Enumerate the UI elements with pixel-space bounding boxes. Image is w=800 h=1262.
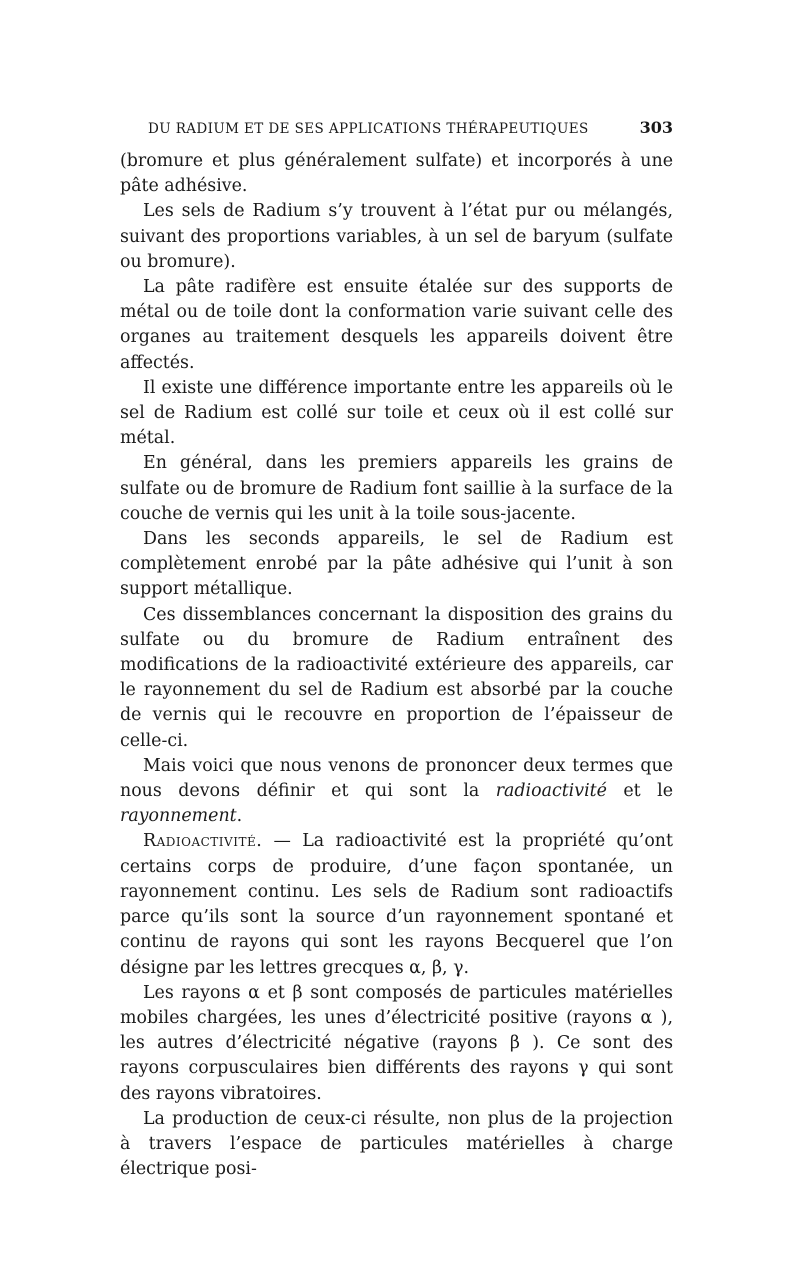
paragraph-terms [120,754,673,830]
paragraph: (bromure et plus généralement sulfate) et incorporés à une pâte adhésive. [120,151,673,197]
terms-text-before: Mais voici que nous venons de prononcer deux termes que nous devons définir et qui sont la [120,755,673,802]
terms-text-middle: et le [606,781,673,802]
paragraph: Dans les seconds appareils, le sel de Radium est complètement enrobé par la pâte adhésive qui l’unit à son support métallique. [120,529,673,600]
definition-text: — La radioactivité est la propriété qu’ont certains corps de produire, d’une façon spontanée, un rayonnement continu. Les sels de Radium sont radioactifs parce qu’ils sont la source d’un rayonnement spontané et continu de rayons qui sont les rayons Becquerel que l’on désigne par les lettres grecques α, β, γ. [120,831,673,978]
paragraph-definition [120,829,673,980]
running-head [120,118,673,137]
page-number: 303 [639,118,673,137]
term-rayonnement: rayonnement [120,806,237,827]
running-title: DU RADIUM ET DE SES APPLICATIONS THÉRAPEUTIQUES [148,121,589,137]
terms-text-after: . [236,806,243,827]
section-heading: Radioactivité. [143,831,263,852]
paragraph: La production de ceux-ci résulte, non plus de la projection à travers l’espace de particules matérielles à charge électrique posi- [120,1108,673,1180]
paragraph: Les rayons α et β sont composés de particules matérielles mobiles chargées, les unes d’électricité positive (rayons α ), les autres d’électricité négative (rayons β ). Ce sont des rayons corpusculaires bien différents des rayons γ qui sont des rayons vibratoires. [120,982,673,1104]
paragraph: Les sels de Radium s’y trouvent à l’état pur ou mélangés, suivant des proportions variables, à un sel de baryum (sulfate ou bromure). [120,201,673,272]
paragraph: La pâte radifère est ensuite étalée sur des supports de métal ou de toile dont la conformation varie suivant celle des organes au traitement desquels les appareils doivent être affectés. [120,277,673,373]
term-radioactivite: radioactivité [495,781,607,802]
paragraph: Il existe une différence importante entre les appareils où le sel de Radium est collé sur toile et ceux où il est collé sur métal. [120,377,673,449]
book-page [120,118,673,1182]
paragraph: En général, dans les premiers appareils les grains de sulfate ou de bromure de Radium font saillie à la surface de la couche de vernis qui les unit à la toile sous-jacente. [120,453,673,524]
body-text [120,149,673,1182]
paragraph: Ces dissemblances concernant la disposition des grains du sulfate ou du bromure de Radium entraînent des modifications de la radioactivité extérieure des appareils, car le rayonnement du sel de Radium est absorbé par la couche de vernis qui le recouvre en proportion de l’épaisseur de celle-ci. [120,604,673,751]
